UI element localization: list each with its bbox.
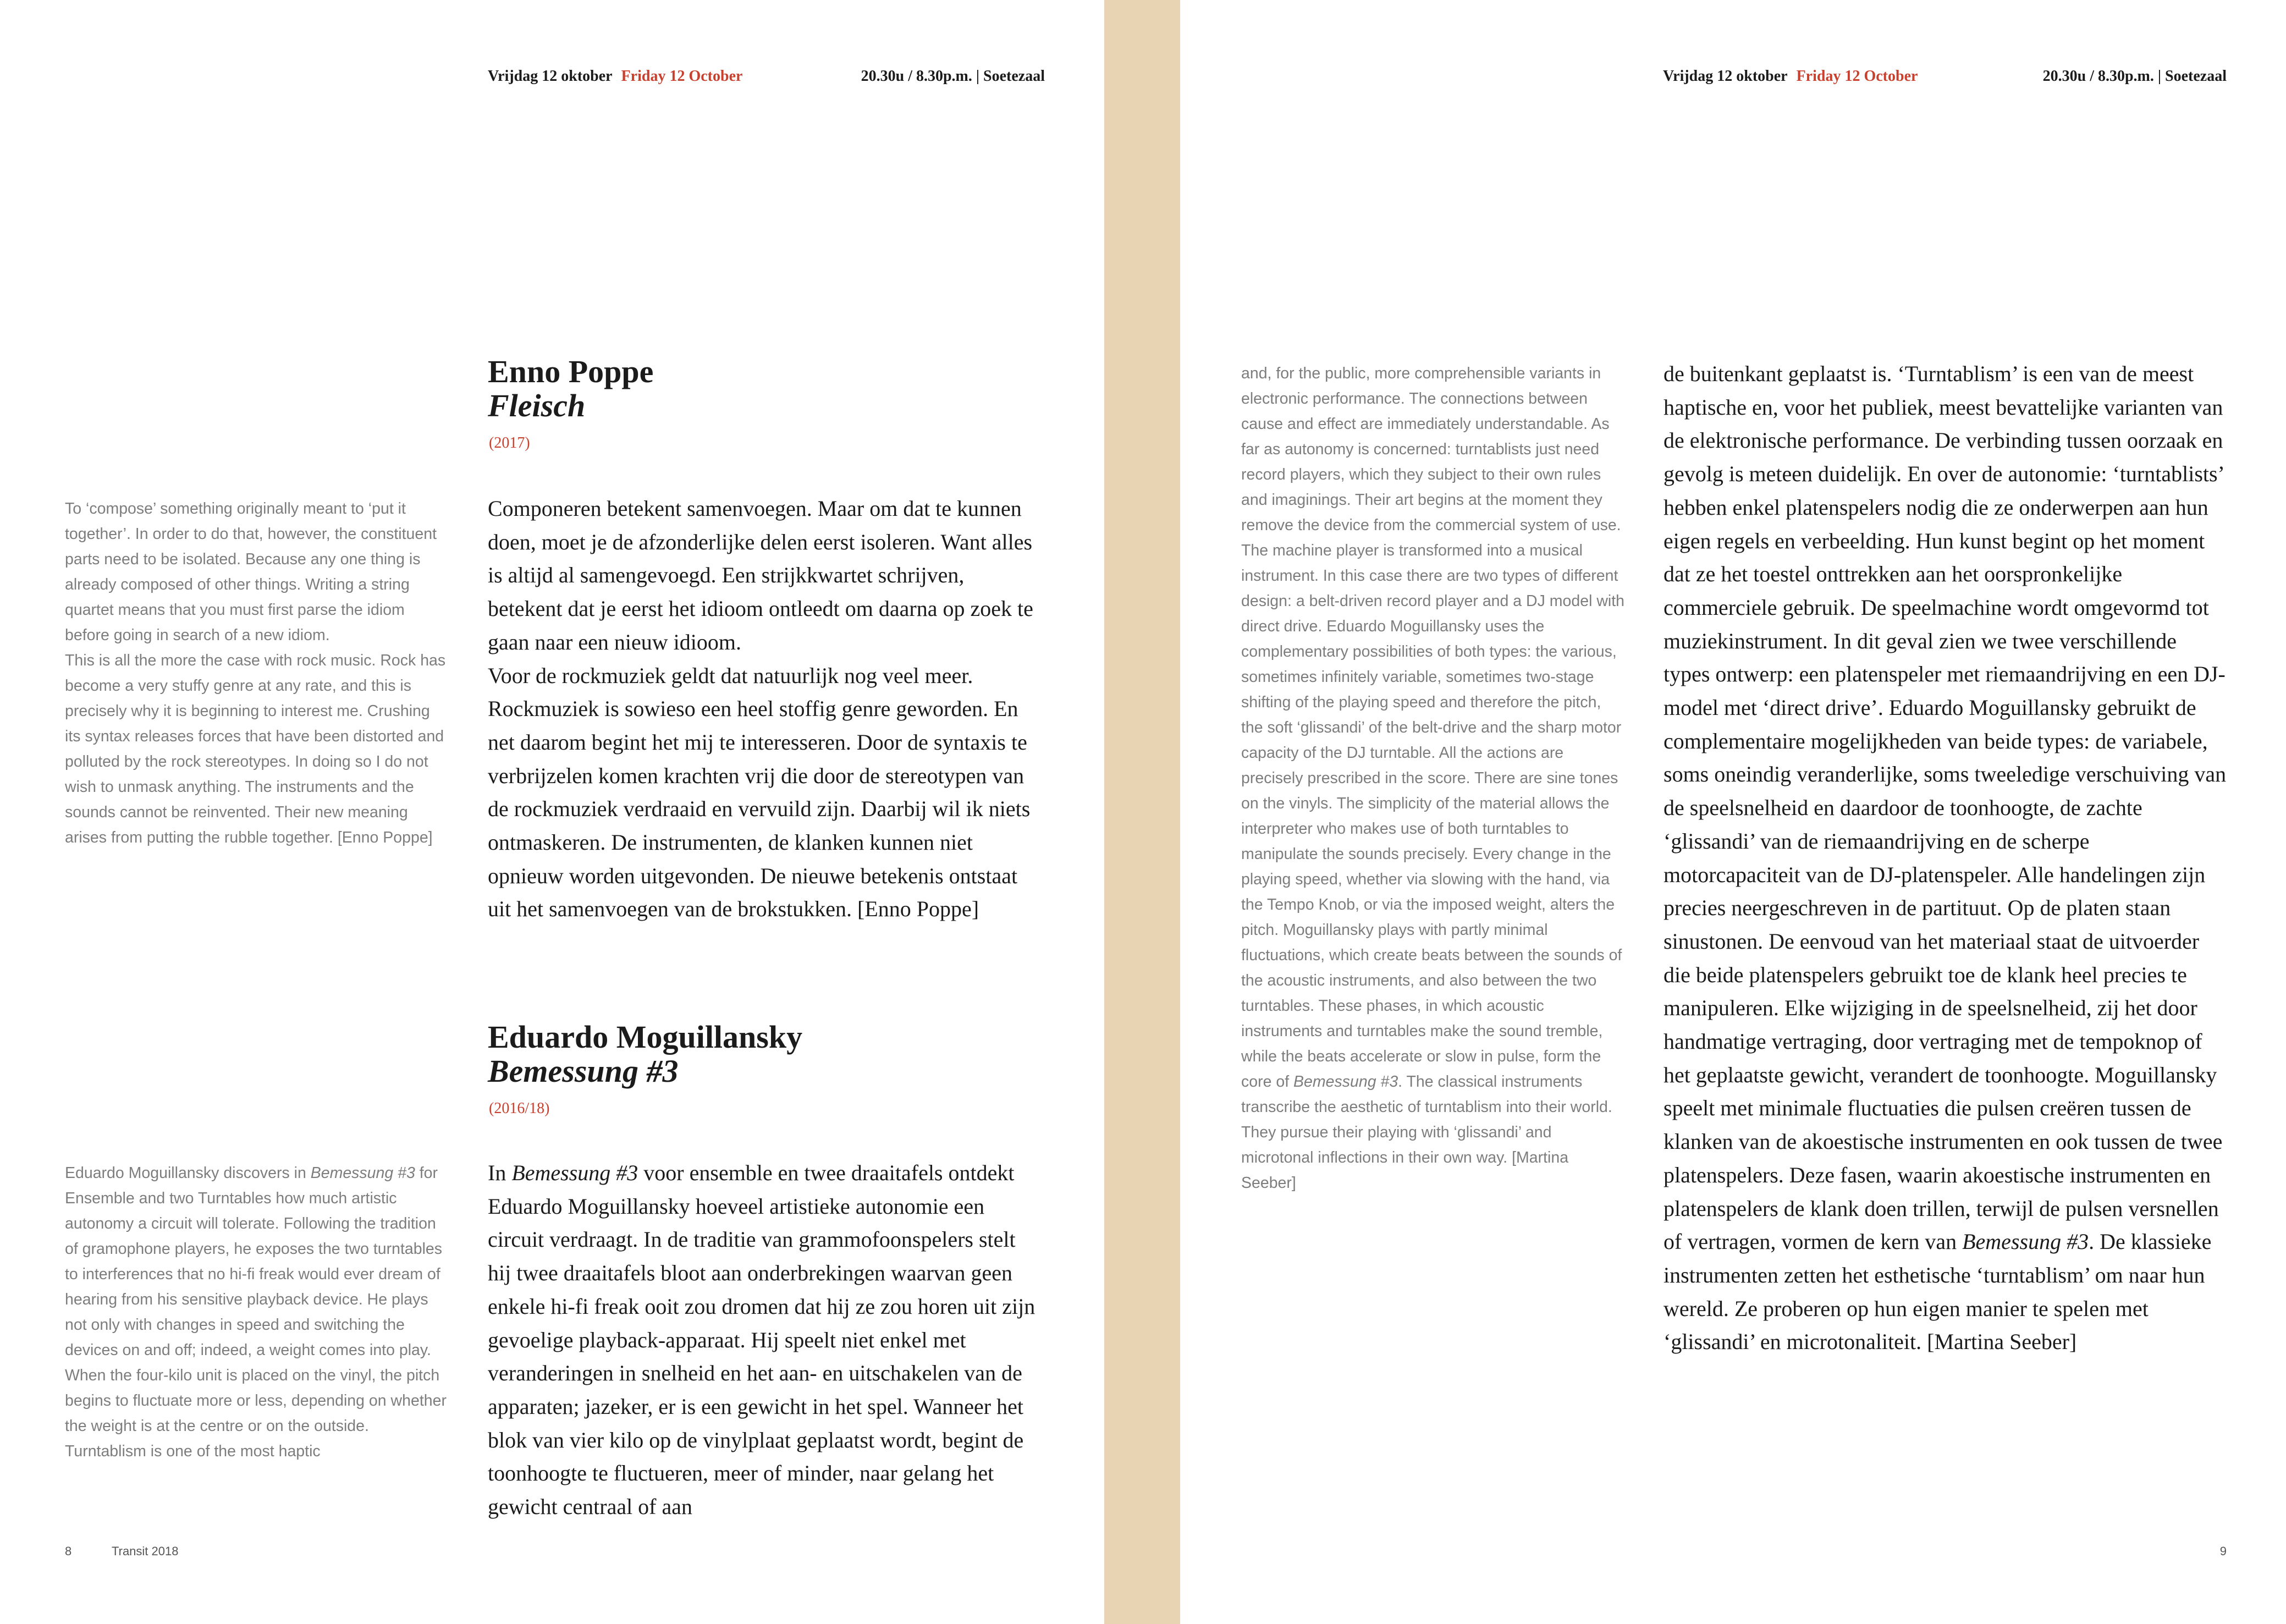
publication-name: Transit 2018 xyxy=(112,1544,179,1558)
piece-title-poppe xyxy=(488,355,653,423)
page-gutter xyxy=(1104,0,1180,1624)
body-paragraph: In Bemessung #3 voor ensemble en twee draaitafels ontdekt Eduardo Moguillansky hoeveel artistieke autonomie een circuit verdraagt. In de traditie van grammofoonspelers stelt hij twee draaitafels bloot aan onderbrekingen waarvan geen enkele hi-fi freak ooit zou dromen dat hij ze zou horen uit zijn gevoelige playback-apparaat. Hij speelt niet enkel met veranderingen in snelheid en het aan- en uitschakelen van de apparaten; jazeker, er is een gewicht in het spel. Wanneer het blok van vier kilo op de vinylplaat geplaatst wordt, begint de toonhoogte te fluctueren, meer of minder, naar gelang het gewicht centraal of aan xyxy=(488,1160,1035,1520)
side-note-paragraph: To ‘compose’ something originally meant to ‘put it together’. In order to do that, however, the constituent parts need to be isolated. Because any one thing is already composed of other things. Writing a string quartet means that you must first parse the idiom before going in search of a new idiom. xyxy=(65,500,437,644)
work-title-inline: Bemessung #3 xyxy=(310,1164,415,1182)
work-title: Bemessung #3 xyxy=(488,1053,679,1089)
piece-year: (2017) xyxy=(489,434,530,452)
date-en: Friday 12 October xyxy=(1796,68,1918,85)
time-venue-left: 20.30u / 8.30p.m. | Soetezaal xyxy=(861,68,1045,85)
side-note-moguillansky xyxy=(65,1160,450,1464)
page-number-left: 8 xyxy=(65,1544,72,1558)
time-venue-right: 20.30u / 8.30p.m. | Soetezaal xyxy=(2042,68,2227,85)
composer-name: Enno Poppe xyxy=(488,354,654,389)
dutch-paragraph: de buitenkant geplaatst is. ‘Turntablism’ is een van de meest haptische en, voor het publiek, meest bevattelijke varianten van de elektronische performance. De verbinding tussen oorzaak en gevolg is meteen duidelijk. En over de autonomie: ‘turntablists’ hebben enkel platenspelers nodig die ze onderwerpen aan hun eigen regels en verbeelding. Hun kunst begint op het moment dat ze het toestel onttrekken aan het oorspronkelijke commerciele gebruik. De speelmachine wordt omgevormd tot muziekinstrument. In dit geval zien we twee verschillende types ontwerp: een platenspeler met riemaandrijving en een DJ-model met ‘direct drive’. Eduardo Moguillansky gebruikt de complementaire mogelijkheden van beide types: de variabele, soms oneindig veranderlijke, soms tweeledige verschuiving van de speelsnelheid en daardoor de toonhoogte, de zachte ‘glissandi’ van de riemaandrijving en de scherpe motorcapaciteit van de DJ-platenspeler. Alle handelingen zijn precies neergeschreven in de partituut. Op de platen staan sinustonen. De eenvoud van het materiaal staat de uitvoerder die beide platenspelers gebruikt toe de klank heel precies te manipuleren. Elke wijziging in de speelsnelheid, zij het door handmatige vertraging, door vertraging met de tempoknop of het geplaatste gewicht, verandert de toonhoogte. Moguillansky speelt met minimale fluctuaties die pulsen creëren tussen de klanken van de akoestische instrumenten en ook tussen de twee platenspelers. Deze fasen, waarin akoestische instrumenten en platenspelers de klank doen trillen, terwijl de pulsen versnellen of vertragen, vormen de kern van Bemessung #3. De klassieke instrumenten zetten het esthetische ‘turntablism’ om naar hun wereld. Ze proberen op hun eigen manier te spelen met ‘glissandi’ en microtonaliteit. [Martina Seeber] xyxy=(1663,361,2227,1355)
date-nl: Vrijdag 12 oktober xyxy=(1663,68,1788,85)
composer-name: Eduardo Moguillansky xyxy=(488,1019,803,1055)
side-note-paragraph: Eduardo Moguillansky discovers in Bemessung #3 for Ensemble and two Turntables how much artistic autonomy a circuit will tolerate. Following the tradition of gramophone players, he exposes the two turntables to interferences that no hi-fi freak would ever dream of hearing from his sensitive playback device. He plays not only with changes in speed and switching the devices on and off; indeed, a weight comes into play. When the four-kilo unit is placed on the vinyl, the pitch begins to fluctuate more or less, depending on whether the weight is at the centre or on the outside. Turntablism is one of the most haptic xyxy=(65,1164,447,1460)
side-note-poppe xyxy=(65,496,450,850)
piece-text-moguillansky xyxy=(488,1157,1040,1524)
date-header-right xyxy=(1663,68,1918,85)
page-number-right: 9 xyxy=(2219,1544,2227,1558)
english-paragraph: and, for the public, more comprehensible variants in electronic performance. The connections between cause and effect are immediately understandable. As far as autonomy is concerned: turntablists just need record players, which they subject to their own rules and imaginings. Their art begins at the moment they remove the device from the commercial system of use. The machine player is transformed into a musical instrument. In this case there are two types of different design: a belt-driven record player and a DJ model with direct drive. Eduardo Moguillansky uses the complementary possibilities of both types: the various, sometimes infinitely variable, sometimes two-stage shifting of the playing speed and therefore the pitch, the soft ‘glissandi’ of the belt-drive and the sharp motor capacity of the DJ turntable. All the actions are precisely prescribed in the score. There are sine tones on the vinyls. The simplicity of the material allows the interpreter who makes use of both turntables to manipulate the sounds precisely. Every change in the playing speed, whether via slowing with the hand, via the Tempo Knob, or via the imposed weight, alters the pitch. Moguillansky plays with partly minimal fluctuations, which create beats between the sounds of the acoustic instruments, and also between the two turntables. These phases, in which acoustic instruments and turntables make the sound tremble, while the beats accelerate or slow in pulse, form the core of Bemessung #3. The classical instruments transcribe the aesthetic of turntablism into their world. They pursue their playing with ‘glissandi’ and microtonal inflections in their own way. [Martina Seeber] xyxy=(1241,365,1625,1192)
date-nl: Vrijdag 12 oktober xyxy=(488,68,613,85)
body-paragraph: Componeren betekent samenvoegen. Maar om dat te kunnen doen, moet je de afzonderlijke delen eerst isoleren. Want alles is altijd al samengevoegd. Een strijkkwartet schrijven, betekent dat je eerst het idioom ontleedt om daarna op zoek te gaan naar een nieuw idioom. xyxy=(488,496,1033,654)
work-title: Fleisch xyxy=(488,388,586,423)
right-page xyxy=(1180,0,2286,1624)
work-title-inline: Bemessung #3 xyxy=(1293,1073,1398,1091)
side-note-paragraph: This is all the more the case with rock music. Rock has become a very stuffy genre at any rate, and this is precisely why it is beginning to interest me. Crushing its syntax releases forces that have been distorted and polluted by the rock stereotypes. In doing so I do not wish to unmask anything. The instruments and the sounds cannot be reinvented. Their new meaning arises from putting the rubble together. [Enno Poppe] xyxy=(65,652,446,846)
piece-text-poppe xyxy=(488,492,1040,926)
english-column xyxy=(1241,361,1626,1196)
body-paragraph: Voor de rockmuziek geldt dat natuurlijk nog veel meer. Rockmuziek is sowieso een heel stoffig genre geworden. En net daarom begint het mij te interesseren. Door de syntaxis te verbrijzelen komen krachten vrij die door de stereotypen van de rockmuziek verdraaid en vervuild zijn. Daarbij wil ik niets ontmaskeren. De instrumenten, de klanken kunnen niet opnieuw worden uitgevonden. De nieuwe betekenis ontstaat uit het samenvoegen van de brokstukken. [Enno Poppe] xyxy=(488,663,1031,922)
dutch-column xyxy=(1663,357,2227,1359)
date-header-left xyxy=(488,68,742,85)
work-title-inline: Bemessung #3 xyxy=(1962,1229,2089,1254)
date-en: Friday 12 October xyxy=(621,68,743,85)
piece-year: (2016/18) xyxy=(489,1100,550,1117)
piece-title-moguillansky xyxy=(488,1020,802,1088)
left-page xyxy=(0,0,1104,1624)
work-title-inline: Bemessung #3 xyxy=(511,1160,638,1185)
